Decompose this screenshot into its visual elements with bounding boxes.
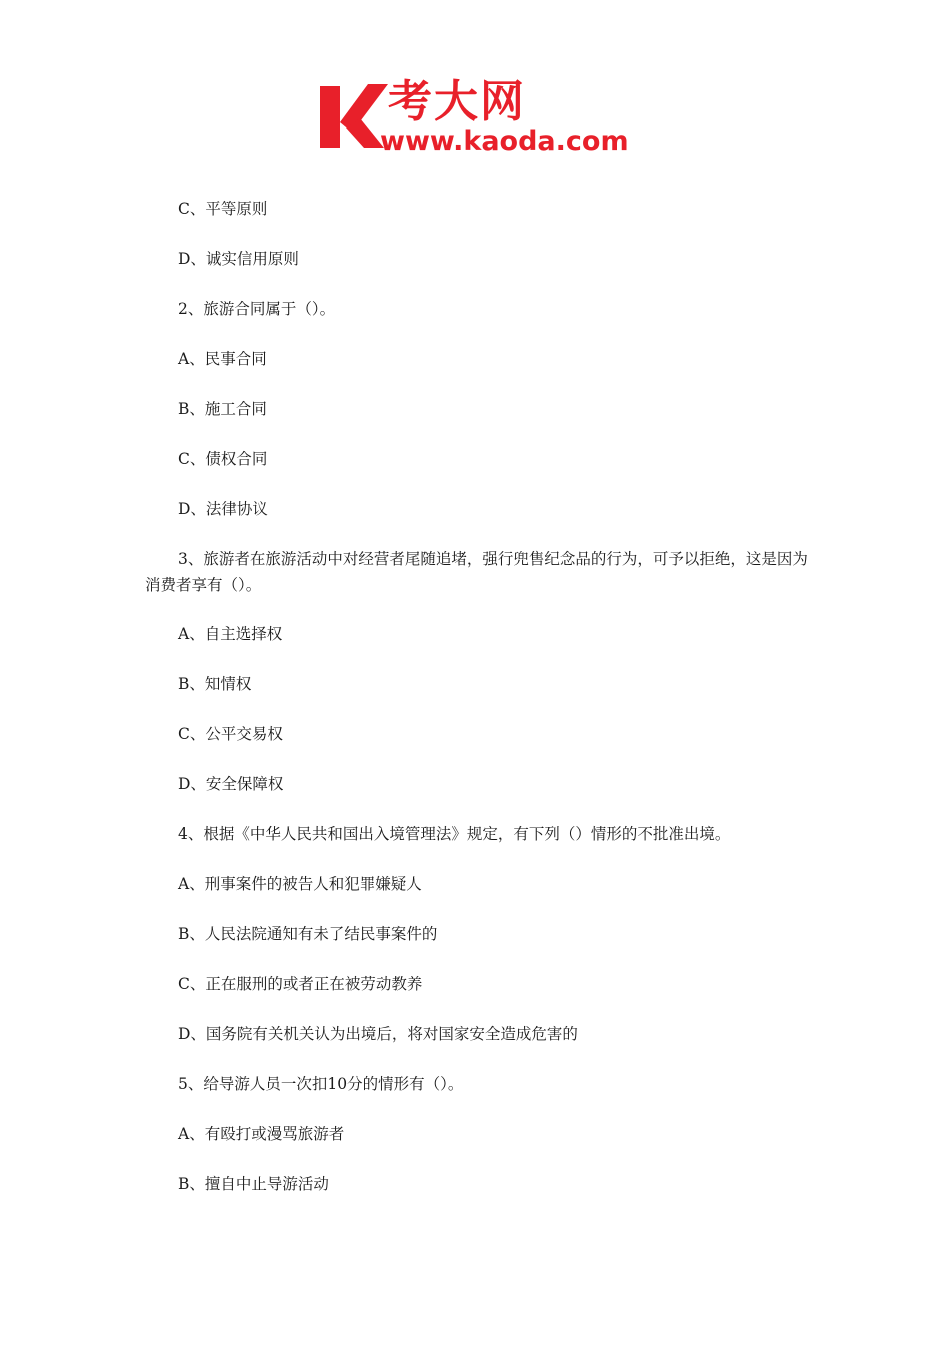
option-a-q3: A、自主选择权: [178, 625, 283, 643]
option-b-q3: B、知情权: [178, 675, 252, 693]
logo-url-text: www.kaoda.com: [380, 126, 629, 157]
site-logo: [318, 76, 640, 160]
option-d-q3: D、安全保障权: [178, 775, 284, 793]
option-b-q2: B、施工合同: [178, 400, 267, 418]
option-c-q4: C、正在服刑的或者正在被劳动教养: [178, 975, 423, 993]
option-c-q3: C、公平交易权: [178, 725, 283, 743]
option-d-q4: D、国务院有关机关认为出境后，将对国家安全造成危害的: [178, 1025, 578, 1043]
question-4: 4、根据《中华人民共和国出入境管理法》规定，有下列（）情形的不批准出境。: [178, 825, 731, 843]
question-5: 5、给导游人员一次扣10分的情形有（）。: [178, 1075, 464, 1093]
option-c-q2: C、债权合同: [178, 450, 268, 468]
option-b-q4: B、人民法院通知有未了结民事案件的: [178, 925, 438, 943]
option-d-q1: D、诚实信用原则: [178, 250, 299, 268]
question-2: 2、旅游合同属于（）。: [178, 300, 336, 318]
option-a-q5: A、有殴打或漫骂旅游者: [178, 1125, 345, 1143]
k-logo-icon: [318, 76, 388, 152]
option-b-q5: B、擅自中止导游活动: [178, 1175, 329, 1193]
option-d-q2: D、法律协议: [178, 500, 268, 518]
logo-chinese-text: 考大网: [388, 76, 526, 127]
option-a-q2: A、民事合同: [178, 350, 267, 368]
option-c-q1: C、平等原则: [178, 200, 268, 218]
option-a-q4: A、刑事案件的被告人和犯罪嫌疑人: [178, 875, 422, 893]
question-3: 3、旅游者在旅游活动中对经营者尾随追堵，强行兜售纪念品的行为，可予以拒绝，这是因为消费者享有（）。: [145, 550, 808, 594]
